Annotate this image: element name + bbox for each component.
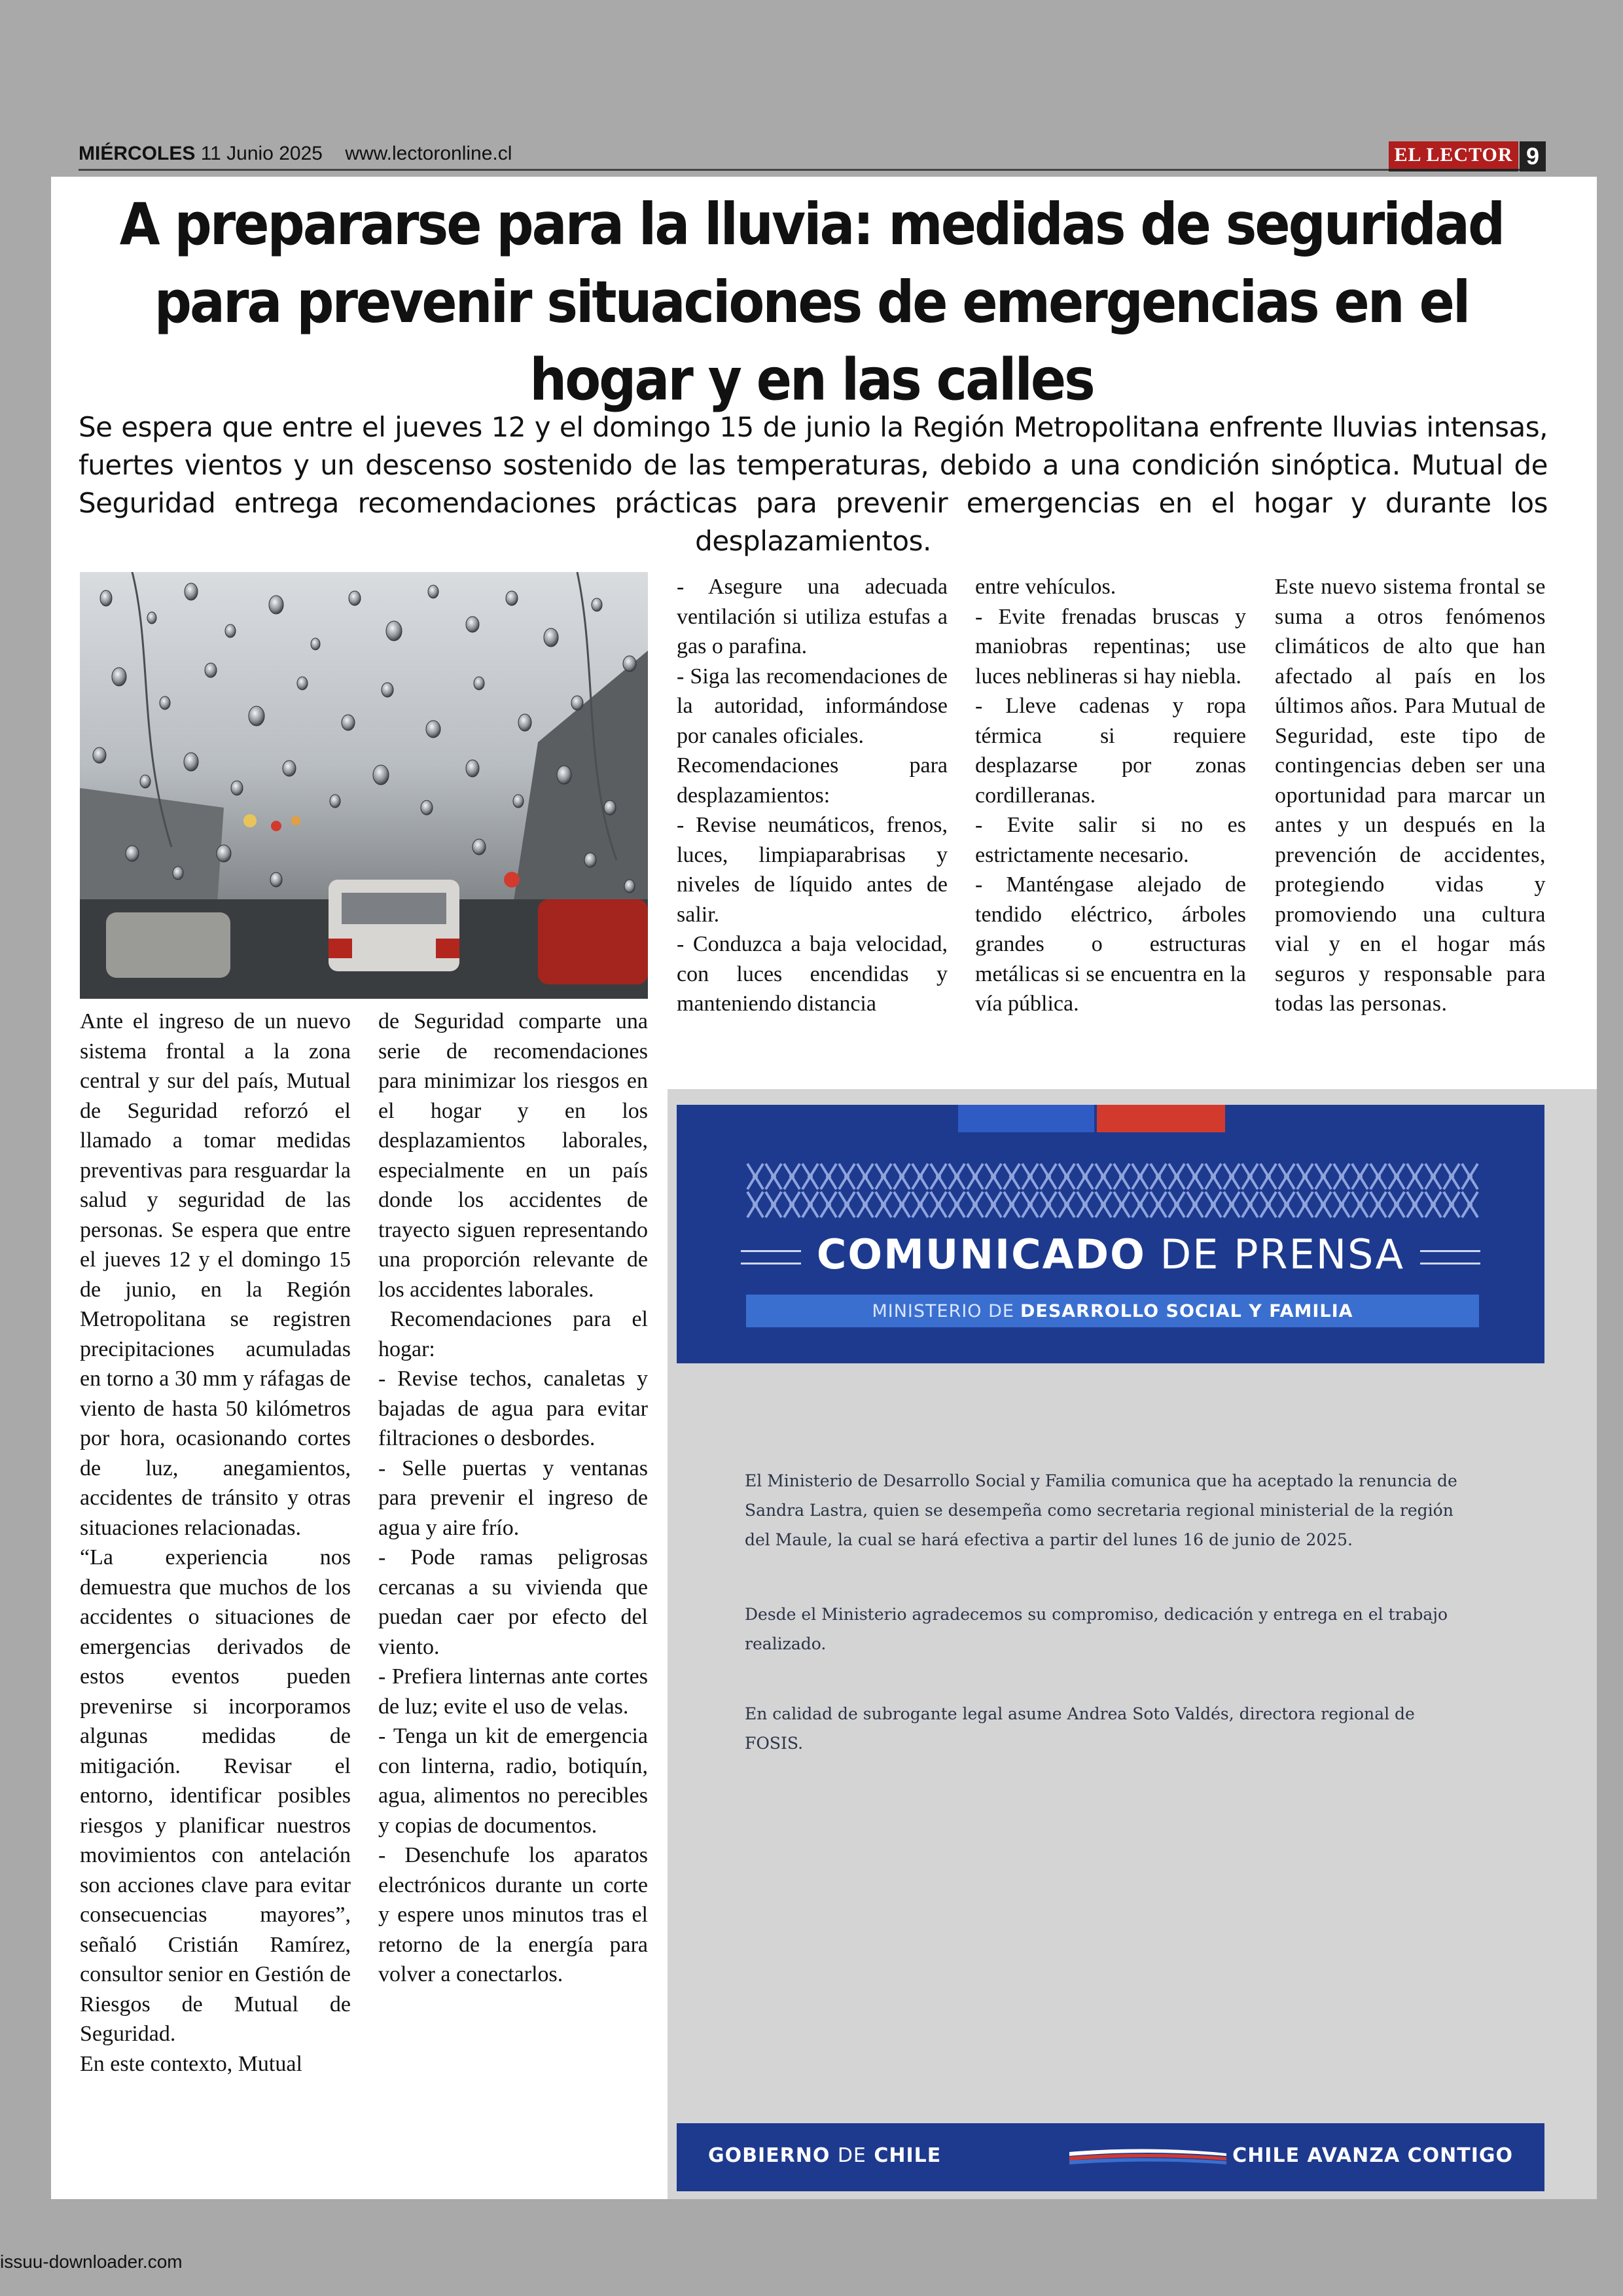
article-column-4 <box>975 572 1246 1019</box>
issue-date: 11 Junio 2025 <box>200 143 323 164</box>
press-release-title <box>677 1230 1544 1278</box>
list-item: entre vehículos. <box>975 575 1116 599</box>
government-word: GOBIERNO <box>708 2144 830 2167</box>
ministry-bar <box>746 1295 1479 1327</box>
government-chile: CHILE <box>874 2144 942 2167</box>
issue-dateline <box>79 143 512 165</box>
list-item: - Selle puertas y ventanas para prevenir el ingreso de agua y aire frío. <box>378 1456 648 1540</box>
rain-windshield-photo <box>80 572 648 999</box>
press-title-bold: COMUNICADO <box>816 1230 1146 1278</box>
government-de: DE <box>837 2144 866 2167</box>
press-paragraph: En calidad de subrogante legal asume Andrea Soto Valdés, directora regional de FOSIS. <box>745 1704 1415 1753</box>
ministry-prefix: MINISTERIO DE <box>872 1300 1014 1321</box>
press-title-rest: DE PRENSA <box>1160 1230 1405 1278</box>
list-heading: Recomendaciones para el hogar: <box>378 1307 648 1361</box>
list-heading: Recomendaciones para desplazamientos: <box>677 753 948 808</box>
government-label <box>708 2144 941 2167</box>
list-item: - Manténgase alejado de tendido eléctrico, árboles grandes o estructuras metálicas si se encuentra en la vía pública. <box>975 872 1246 1016</box>
list-item: - Revise neumáticos, frenos, luces, limpiaparabrisas y niveles de líquido antes de salir. <box>677 813 948 927</box>
list-item: - Desenchufe los aparatos electrónicos durante un corte y espere unos minutos tras el retorno de la energía para volver a conectarlos. <box>378 1843 648 1986</box>
article-column-2 <box>378 1007 648 1990</box>
list-item: - Siga las recomendaciones de la autoridad, informándose por canales oficiales. <box>677 664 948 748</box>
list-item: - Asegure una adecuada ventilación si utiliza estufas a gas o parafina. <box>677 575 948 658</box>
website-link[interactable]: www.lectoronline.cl <box>345 143 512 164</box>
list-item: - Prefiera linternas ante cortes de luz; evite el uso de velas. <box>378 1664 648 1719</box>
slogan: CHILE AVANZA CONTIGO <box>1232 2144 1513 2167</box>
press-release-footer <box>677 2123 1544 2191</box>
press-paragraph: Desde el Ministerio agradecemos su compromiso, dedicación y entrega en el trabajo realizado. <box>745 1605 1448 1653</box>
paragraph: de Seguridad comparte una serie de recomendaciones para minimizar los riesgos en el hogar y en los desplazamientos laborales, especialmente en un país donde los accidentes de trayecto siguen representando una proporción relevante de los accidentes laborales. <box>378 1009 648 1302</box>
ministry-name: DESARROLLO SOCIAL Y FAMILIA <box>1020 1300 1353 1321</box>
paragraph: “La experiencia nos demuestra que muchos de los accidentes o situaciones de emergencias derivados de estos eventos pueden prevenirse si incorporamos algunas medidas de mitigación. Revisar el entorno, identificar posibles riesgos y planificar nuestros movimientos con antelación son acciones clave para evitar consecuencias mayores”, señaló Cristián Ramírez, consultor senior en Gestión de Riesgos de Mutual de Seguridad. <box>80 1545 351 2046</box>
list-item: - Tenga un kit de emergencia con linterna, radio, botiquín, agua, alimentos no perecibles y copias de documentos. <box>378 1724 648 1838</box>
list-item: - Revise techos, canaletas y bajadas de agua para evitar filtraciones o desbordes. <box>378 1367 648 1450</box>
page-number: 9 <box>1520 141 1546 171</box>
flag-stripe-icon <box>1069 2148 1226 2165</box>
article-subheadline: Se espera que entre el jueves 12 y el domingo 15 de junio la Región Metropolitana enfrente lluvias intensas, fuertes vientos y un descenso sostenido de las temperaturas, debido a una condición sinóptica. Mutual de Seguridad entrega recomendaciones prácticas para prevenir emergencias en el hogar y durante los desplazamientos. <box>79 411 1548 557</box>
decorative-pattern-icon <box>746 1162 1479 1219</box>
header-rule <box>79 169 1544 171</box>
list-item: - Lleve cadenas y ropa térmica si requiere desplazarse por zonas cordilleranas. <box>975 694 1246 808</box>
paragraph: Este nuevo sistema frontal se suma a otros fenómenos climáticos de alto que han afectado al país en los últimos años. Para Mutual de Seguridad, este tipo de contingencias deben ser una oportunidad para marcar un antes y un después en la prevención de accidentes, protegiendo vidas y promoviendo una cultura vial y en el hogar más seguros y responsable para todas las personas. <box>1275 575 1546 1016</box>
flag-stripe-blue <box>958 1105 1094 1132</box>
flag-stripe-red <box>1097 1105 1225 1132</box>
article-column-3 <box>677 572 948 1019</box>
newspaper-logo: EL LECTOR <box>1389 141 1518 171</box>
list-item: - Conduzca a baja velocidad, con luces encendidas y manteniendo distancia <box>677 932 948 1016</box>
title-ornament-right <box>1420 1250 1480 1265</box>
paragraph: Ante el ingreso de un nuevo sistema frontal a la zona central y sur del país, Mutual de Seguridad reforzó el llamado a tomar medidas preventivas para resguardar la salud y seguridad de las personas. Se espera que entre el jueves 12 y el domingo 15 de junio, en la Región Metropolitana se registren precipitaciones acumuladas en torno a 30 mm y ráfagas de viento de hasta 50 kilómetros por hora, ocasionando cortes de luz, anegamientos, accidentes de tránsito y otras situaciones relacionadas. <box>80 1009 351 1540</box>
article-column-1 <box>80 1007 351 2079</box>
press-paragraph: El Ministerio de Desarrollo Social y Familia comunica que ha aceptado la renuncia de Sandra Lastra, quien se desempeña como secretaria regional ministerial de la región del Maule, la cual se hará efectiva a partir del lunes 16 de junio de 2025. <box>745 1471 1457 1549</box>
title-ornament-left <box>741 1250 801 1265</box>
issue-day: MIÉRCOLES <box>79 143 196 164</box>
paragraph: En este contexto, Mutual <box>80 2051 302 2076</box>
source-watermark: issuu-downloader.com <box>0 2251 183 2272</box>
list-item: - Evite salir si no es estrictamente necesario. <box>975 813 1246 867</box>
list-item: - Pode ramas peligrosas cercanas a su vivienda que puedan caer por efecto del viento. <box>378 1545 648 1659</box>
article-headline: A prepararse para la lluvia: medidas de seguridad para prevenir situaciones de emergencias en el hogar y en las calles <box>119 190 1504 414</box>
article-column-5 <box>1275 572 1546 1019</box>
list-item: - Evite frenadas bruscas y maniobras repentinas; use luces neblineras si hay niebla. <box>975 604 1246 689</box>
